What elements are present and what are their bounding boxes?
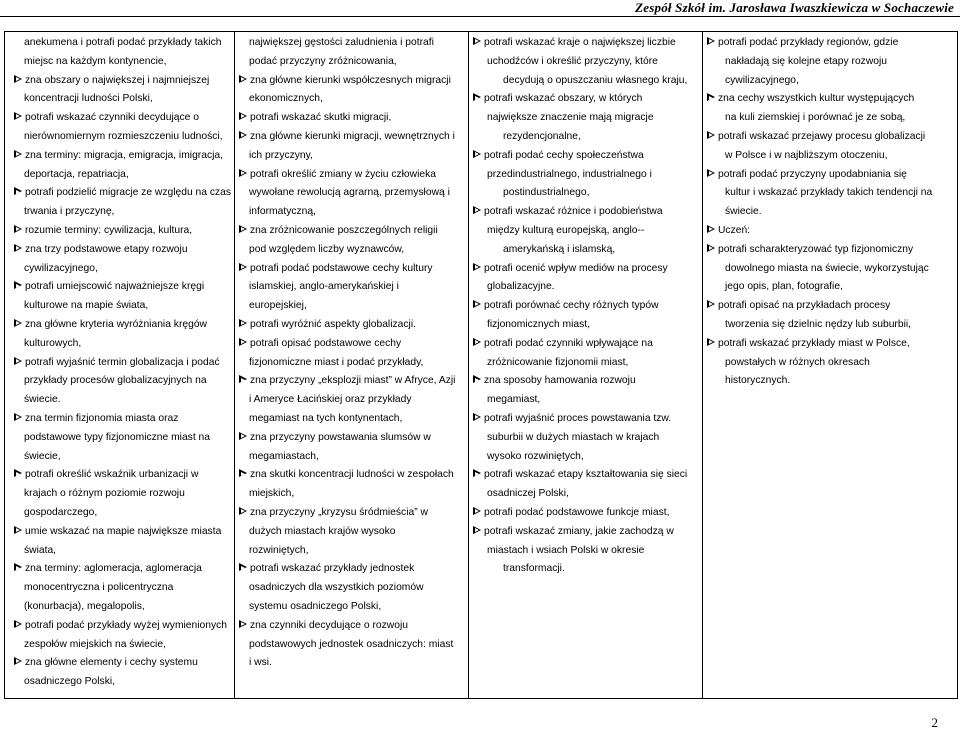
bullet-item-continuation xyxy=(473,560,698,579)
item-text: tworzenia się dzielnic nędzy lub suburbii, xyxy=(725,318,912,330)
item-text: podstawowe typy fizjonomiczne miast na xyxy=(24,431,211,443)
arrow-bullet-icon xyxy=(239,319,248,328)
bullet-item xyxy=(707,297,953,316)
arrow-bullet-icon xyxy=(14,620,23,629)
item-text: krajach o różnym poziomie rozwoju xyxy=(24,488,185,500)
bullet-item-continuation xyxy=(239,579,464,598)
item-text: potrafi wskazać przejawy procesu globalizacji xyxy=(718,130,926,142)
bullet-item xyxy=(473,147,698,166)
bullet-item-continuation xyxy=(239,654,464,673)
bullet-item-continuation xyxy=(14,90,230,109)
bullet-item-continuation xyxy=(707,184,953,203)
item-text: podstawowych jednostek osadniczych: miast xyxy=(249,638,454,650)
arrow-bullet-icon xyxy=(14,112,23,121)
item-text: zna trzy podstawowe etapy rozwoju xyxy=(25,243,188,255)
bullet-item-continuation xyxy=(14,636,230,655)
arrow-bullet-icon xyxy=(707,93,716,102)
item-text: megamiast, xyxy=(487,394,541,406)
arrow-bullet-icon xyxy=(239,563,248,572)
column-requirements-1 xyxy=(5,32,235,699)
bullet-item-continuation xyxy=(239,636,464,655)
bullet-item-continuation xyxy=(239,203,464,222)
bullet-item xyxy=(473,523,698,542)
item-text: amerykańską i islamską, xyxy=(503,243,616,255)
bullet-item-continuation xyxy=(473,448,698,467)
bullet-item xyxy=(707,128,953,147)
arrow-bullet-icon xyxy=(473,375,482,384)
item-text: systemu osadniczego Polski, xyxy=(249,600,382,612)
arrow-bullet-icon xyxy=(14,357,23,366)
bullet-item-continuation xyxy=(14,335,230,354)
item-text: przykłady procesów globalizacyjnych na xyxy=(24,375,207,387)
column-requirements-3 xyxy=(469,32,703,699)
bullet-item-continuation xyxy=(473,128,698,147)
bullet-item xyxy=(239,617,464,636)
bullet-item xyxy=(707,34,953,53)
bullet-item-continuation xyxy=(473,184,698,203)
page-header xyxy=(0,0,960,17)
item-text: potrafi wskazać zmiany, jakie zachodzą w xyxy=(484,525,674,537)
item-text: europejskiej, xyxy=(249,300,307,312)
item-text: megamiastach, xyxy=(249,450,319,462)
bullet-item xyxy=(239,372,464,391)
item-text: potrafi wskazać etapy kształtowania się sieci xyxy=(484,469,688,481)
item-text: świecie. xyxy=(24,394,61,406)
item-text: (konurbacja), megalopolis, xyxy=(24,600,145,612)
item-text: rozwiniętych, xyxy=(249,544,309,556)
bullet-item-continuation xyxy=(14,203,230,222)
item-text: miejskich, xyxy=(249,488,295,500)
arrow-bullet-icon xyxy=(239,112,248,121)
page-number: 2 xyxy=(931,715,938,730)
bullet-item xyxy=(14,72,230,91)
item-text: Uczeń: xyxy=(718,224,751,236)
item-text: potrafi opisać podstawowe cechy xyxy=(250,337,402,349)
item-text: wysoko rozwiniętych, xyxy=(487,450,584,462)
bullet-item xyxy=(239,166,464,185)
column-requirements-2 xyxy=(235,32,469,699)
bullet-item-continuation xyxy=(707,260,953,279)
item-text: świecie. xyxy=(725,206,762,218)
item-text: między kulturą europejską, anglo-- xyxy=(487,224,645,236)
item-text: kulturowe na mapie świata, xyxy=(24,300,149,312)
bullet-item xyxy=(707,90,953,109)
item-text: świata, xyxy=(24,544,57,556)
arrow-bullet-icon xyxy=(14,75,23,84)
requirements-table xyxy=(4,31,958,699)
arrow-bullet-icon xyxy=(14,187,23,196)
item-text: trwania i przyczynę, xyxy=(24,206,115,218)
arrow-bullet-icon xyxy=(239,75,248,84)
item-text: ekonomicznych, xyxy=(249,93,323,105)
bullet-item-continuation xyxy=(239,542,464,561)
bullet-item-continuation xyxy=(239,391,464,410)
arrow-bullet-icon xyxy=(707,37,716,46)
bullet-item xyxy=(14,354,230,373)
arrow-bullet-icon xyxy=(239,169,248,178)
item-text: kulturowych, xyxy=(24,337,82,349)
item-text: powstałych w różnych okresach xyxy=(725,356,870,368)
bullet-item-continuation xyxy=(14,542,230,561)
item-text: zna główne kierunki migracji, wewnętrznych i xyxy=(250,130,455,142)
item-text: jego opis, plan, fotografie, xyxy=(725,281,843,293)
item-text: ich przyczyny, xyxy=(249,149,313,161)
bullet-item-continuation xyxy=(14,504,230,523)
bullet-item xyxy=(239,560,464,579)
bullet-item-continuation xyxy=(707,372,953,391)
item-text: potrafi opisać na przykładach procesy xyxy=(718,300,891,312)
item-text: potrafi podać przykłady regionów, gdzie xyxy=(718,37,899,48)
item-text: monocentryczna i policentryczna xyxy=(24,582,174,594)
item-text: fizjonomiczne miast i podać przykłady, xyxy=(249,356,424,368)
arrow-bullet-icon xyxy=(473,37,482,46)
item-text: zna główne kryteria wyróżniania kręgów xyxy=(25,318,207,330)
bullet-item-continuation xyxy=(239,523,464,542)
item-text: cywilizacyjnego, xyxy=(24,262,98,274)
arrow-bullet-icon xyxy=(14,469,23,478)
item-text: i Ameryce Łacińskiej oraz przykłady xyxy=(249,394,412,406)
item-text: potrafi wskazać przykłady miast w Polsce, xyxy=(718,337,910,349)
bullet-item xyxy=(239,109,464,128)
bullet-item xyxy=(14,410,230,429)
item-text: pod względem liczby wyznawców, xyxy=(249,243,405,255)
item-text: świecie, xyxy=(24,450,61,462)
bullet-item-continuation xyxy=(239,90,464,109)
school-name: Zespół Szkół im. Jarosława Iwaszkiewicza w Sochaczewie xyxy=(635,0,954,15)
bullet-item-continuation xyxy=(473,391,698,410)
bullet-item-continuation xyxy=(473,354,698,373)
item-text: potrafi wyjaśnić proces powstawania tzw. xyxy=(484,412,672,424)
item-text: zna skutki koncentracji ludności w zespołach xyxy=(250,469,454,481)
bullet-item-continuation xyxy=(239,598,464,617)
item-text: potrafi ocenić wpływ mediów na procesy xyxy=(484,262,668,274)
arrow-bullet-icon xyxy=(239,469,248,478)
item-text: rezydencjonalne, xyxy=(503,130,581,142)
bullet-item xyxy=(239,128,464,147)
arrow-bullet-icon xyxy=(14,413,23,422)
bullet-item-continuation xyxy=(239,410,464,429)
bullet-item-continuation xyxy=(707,278,953,297)
bullet-item-continuation xyxy=(473,278,698,297)
arrow-bullet-icon xyxy=(14,526,23,535)
item-text: potrafi wskazać kraje o największej liczbie xyxy=(484,37,676,48)
bullet-item-continuation xyxy=(707,147,953,166)
bullet-item-continuation xyxy=(239,53,464,72)
bullet-item xyxy=(14,109,230,128)
item-text: największe znaczenie mają migracje xyxy=(487,112,654,124)
bullet-item xyxy=(14,466,230,485)
item-text: umie wskazać na mapie największe miasta xyxy=(25,525,222,537)
arrow-bullet-icon xyxy=(707,169,716,178)
bullet-item xyxy=(707,241,953,260)
item-text: w Polsce i w najbliższym otoczeniu, xyxy=(725,149,888,161)
bullet-item xyxy=(239,504,464,523)
bullet-item-continuation xyxy=(473,241,698,260)
item-text: potrafi określić wskaźnik urbanizacji w xyxy=(25,469,199,481)
bullet-item-continuation xyxy=(239,297,464,316)
item-text: największej gęstości zaludnienia i potrafi xyxy=(249,37,434,48)
item-text: na kuli ziemskiej i porównać je ze sobą, xyxy=(725,112,906,124)
bullet-item xyxy=(707,166,953,185)
arrow-bullet-icon xyxy=(707,131,716,140)
bullet-item-continuation xyxy=(473,485,698,504)
bullet-item xyxy=(473,466,698,485)
item-text: potrafi wskazać różnice i podobieństwa xyxy=(484,206,663,218)
bullet-item xyxy=(707,222,953,241)
item-text: megamiast na tych kontynentach, xyxy=(249,412,403,424)
item-text: islamskiej, anglo-amerykańskiej i xyxy=(249,281,399,293)
arrow-bullet-icon xyxy=(14,244,23,253)
bullet-item-continuation xyxy=(14,391,230,410)
item-text: zna termin fizjonomia miasta oraz xyxy=(25,412,179,424)
item-text: anekumena i potrafi podać przykłady takich xyxy=(24,37,222,48)
item-text: dowolnego miasta na świecie, wykorzystując xyxy=(725,262,929,274)
bullet-item xyxy=(473,372,698,391)
bullet-item xyxy=(473,297,698,316)
bullet-item-continuation xyxy=(239,147,464,166)
bullet-item-continuation xyxy=(14,598,230,617)
item-text: osadniczej Polski, xyxy=(487,488,569,500)
arrow-bullet-icon xyxy=(239,620,248,629)
bullet-item-continuation xyxy=(14,297,230,316)
bullet-item-continuation xyxy=(707,53,953,72)
item-text: kultur i wskazać przykłady takich tendencji na xyxy=(725,187,933,199)
arrow-bullet-icon xyxy=(707,338,716,347)
bullet-item xyxy=(239,335,464,354)
item-text: potrafi umiejscowić najważniejsze kręgi xyxy=(25,281,205,293)
item-text: potrafi wskazać przykłady jednostek xyxy=(250,563,415,575)
item-text: potrafi podać podstawowe funkcje miast, xyxy=(484,506,670,518)
bullet-item-continuation xyxy=(14,579,230,598)
arrow-bullet-icon xyxy=(239,263,248,272)
item-text: suburbii w dużych miastach w krajach xyxy=(487,431,660,443)
bullet-item-continuation xyxy=(707,354,953,373)
item-text: zna sposoby hamowania rozwoju xyxy=(484,375,636,387)
bullet-item-continuation xyxy=(239,485,464,504)
bullet-item xyxy=(473,203,698,222)
bullet-item xyxy=(239,72,464,91)
bullet-item-continuation xyxy=(707,316,953,335)
bullet-item-continuation xyxy=(239,278,464,297)
bullet-item-continuation xyxy=(14,53,230,72)
arrow-bullet-icon xyxy=(14,319,23,328)
item-text: potrafi porównać cechy różnych typów xyxy=(484,300,659,312)
bullet-item xyxy=(473,410,698,429)
bullet-item xyxy=(14,278,230,297)
arrow-bullet-icon xyxy=(473,263,482,272)
item-text: potrafi podać cechy społeczeństwa xyxy=(484,149,644,161)
arrow-bullet-icon xyxy=(473,206,482,215)
item-text: potrafi wskazać czynniki decydujące o xyxy=(25,112,199,124)
item-text: potrafi podać czynniki wpływające na xyxy=(484,337,653,349)
item-text: potrafi wskazać obszary, w których xyxy=(484,93,643,105)
bullet-item-continuation xyxy=(14,34,230,53)
item-text: fizjonomicznych miast, xyxy=(487,318,590,330)
item-text: potrafi podzielić migracje ze względu na czas xyxy=(25,187,232,199)
bullet-item-continuation xyxy=(239,241,464,260)
item-text: wywołane rewolucją agrarną, przemysłową i xyxy=(249,187,450,199)
arrow-bullet-icon xyxy=(239,131,248,140)
item-text: gospodarczego, xyxy=(24,506,98,518)
item-text: potrafi wyjaśnić termin globalizacja i podać xyxy=(25,356,220,368)
item-text: potrafi podać podstawowe cechy kultury xyxy=(250,262,433,274)
item-text: nierównomiernym rozmieszczeniu ludności, xyxy=(24,130,223,142)
item-text: transformacji. xyxy=(503,563,565,575)
item-text: dużych miastach krajów wysoko xyxy=(249,525,396,537)
bullet-item-continuation xyxy=(14,166,230,185)
item-text: postindustrialnego, xyxy=(503,187,590,199)
item-text: zna przyczyny „eksplozji miast” w Afryce, Azji xyxy=(250,375,456,387)
item-text: przedindustrialnego, industrialnego i xyxy=(487,168,652,180)
bullet-item-continuation xyxy=(707,109,953,128)
bullet-item-continuation xyxy=(707,72,953,91)
bullet-item xyxy=(14,617,230,636)
bullet-item-continuation xyxy=(239,34,464,53)
bullet-item xyxy=(239,466,464,485)
bullet-item-continuation xyxy=(473,53,698,72)
arrow-bullet-icon xyxy=(239,338,248,347)
item-text: zna główne kierunki współczesnych migracji xyxy=(250,74,451,86)
bullet-item xyxy=(239,260,464,279)
bullet-item-continuation xyxy=(473,72,698,91)
bullet-item xyxy=(239,222,464,241)
arrow-bullet-icon xyxy=(707,300,716,309)
arrow-bullet-icon xyxy=(473,150,482,159)
bullet-item xyxy=(14,654,230,673)
item-text: zna terminy: aglomeracja, aglomeracja xyxy=(25,563,202,575)
arrow-bullet-icon xyxy=(14,225,23,234)
arrow-bullet-icon xyxy=(473,526,482,535)
bullet-item xyxy=(14,560,230,579)
item-text: zróżnicowanie fizjonomii miast, xyxy=(487,356,629,368)
item-text: uchodźców i określić przyczyny, które xyxy=(487,55,658,67)
item-text: zna cechy wszystkich kultur występujących xyxy=(718,93,915,105)
bullet-item-continuation xyxy=(473,542,698,561)
bullet-item xyxy=(473,90,698,109)
arrow-bullet-icon xyxy=(239,375,248,384)
item-text: potrafi wskazać skutki migracji, xyxy=(250,112,392,124)
item-text: podać przyczyny zróżnicowania, xyxy=(249,55,397,67)
item-text: decydują o opuszczaniu własnego kraju, xyxy=(503,74,688,86)
arrow-bullet-icon xyxy=(473,469,482,478)
item-text: zespołów miejskich na świecie, xyxy=(24,638,166,650)
bullet-item xyxy=(14,184,230,203)
requirements-row xyxy=(5,32,958,699)
item-text: potrafi scharakteryzować typ fizjonomiczny xyxy=(718,243,914,255)
item-text: miejsc na każdym kontynencie, xyxy=(24,55,167,67)
item-text: zna przyczyny „kryzysu śródmieścia” w xyxy=(250,506,428,518)
item-text: osadniczych dla wszystkich poziomów xyxy=(249,582,424,594)
item-text: rozumie terminy: cywilizacja, kultura, xyxy=(25,224,193,236)
item-text: globalizacyjne. xyxy=(487,281,555,293)
arrow-bullet-icon xyxy=(239,507,248,516)
item-text: cywilizacyjnego, xyxy=(725,74,799,86)
bullet-item-continuation xyxy=(14,372,230,391)
bullet-item xyxy=(14,222,230,241)
item-text: miastach i wsiach Polski w okresie xyxy=(487,544,645,556)
bullet-item-continuation xyxy=(239,354,464,373)
arrow-bullet-icon xyxy=(473,413,482,422)
bullet-item-continuation xyxy=(14,448,230,467)
bullet-item-continuation xyxy=(14,260,230,279)
arrow-bullet-icon xyxy=(239,225,248,234)
item-text: zna czynniki decydujące o rozwoju xyxy=(250,619,408,631)
arrow-bullet-icon xyxy=(473,507,482,516)
arrow-bullet-icon xyxy=(473,93,482,102)
bullet-item-continuation xyxy=(473,222,698,241)
arrow-bullet-icon xyxy=(14,563,23,572)
bullet-item-continuation xyxy=(14,673,230,692)
item-text: potrafi podać przyczyny upodabniania się xyxy=(718,168,907,180)
item-text: zna obszary o największej i najmniejszej xyxy=(25,74,210,86)
item-text: zna główne elementy i cechy systemu xyxy=(25,657,198,669)
item-text: potrafi określić zmiany w życiu człowieka xyxy=(250,168,436,180)
item-text: zna przyczyny powstawania slumsów w xyxy=(250,431,431,443)
arrow-bullet-icon xyxy=(14,281,23,290)
arrow-bullet-icon xyxy=(707,244,716,253)
bullet-item xyxy=(14,147,230,166)
bullet-item-continuation xyxy=(473,429,698,448)
bullet-item xyxy=(14,523,230,542)
bullet-item xyxy=(14,241,230,260)
bullet-item-continuation xyxy=(239,448,464,467)
bullet-item xyxy=(473,504,698,523)
arrow-bullet-icon xyxy=(473,300,482,309)
bullet-item xyxy=(707,335,953,354)
bullet-item xyxy=(473,260,698,279)
item-text: i wsi. xyxy=(249,657,272,669)
item-text: historycznych. xyxy=(725,375,791,387)
arrow-bullet-icon xyxy=(14,657,23,666)
arrow-bullet-icon xyxy=(473,338,482,347)
header-rule xyxy=(0,16,960,17)
bullet-item xyxy=(473,34,698,53)
bullet-item-continuation xyxy=(239,184,464,203)
bullet-item xyxy=(14,316,230,335)
arrow-bullet-icon xyxy=(239,432,248,441)
bullet-item-continuation xyxy=(14,128,230,147)
item-text: nakładają się kolejne etapy rozwoju xyxy=(725,55,887,67)
item-text: potrafi wyróżnić aspekty globalizacji. xyxy=(250,318,416,330)
item-text: osadniczego Polski, xyxy=(24,676,116,688)
item-text: zna zróżnicowanie poszczególnych religii xyxy=(250,224,438,236)
bullet-item xyxy=(239,316,464,335)
item-text: informatyczną, xyxy=(249,206,316,218)
bullet-item-continuation xyxy=(14,429,230,448)
bullet-item xyxy=(239,429,464,448)
bullet-item-continuation xyxy=(707,203,953,222)
bullet-item xyxy=(473,335,698,354)
item-text: deportacja, repatriacja, xyxy=(24,168,129,180)
item-text: zna terminy: migracja, emigracja, imigracja, xyxy=(25,149,223,161)
arrow-bullet-icon xyxy=(707,225,716,234)
bullet-item-continuation xyxy=(473,316,698,335)
item-text: koncentracji ludności Polski, xyxy=(24,93,153,105)
bullet-item-continuation xyxy=(14,485,230,504)
arrow-bullet-icon xyxy=(14,150,23,159)
bullet-item-continuation xyxy=(473,166,698,185)
item-text: potrafi podać przykłady wyżej wymienionych xyxy=(25,619,228,631)
bullet-item-continuation xyxy=(473,109,698,128)
column-requirements-4 xyxy=(703,32,958,699)
